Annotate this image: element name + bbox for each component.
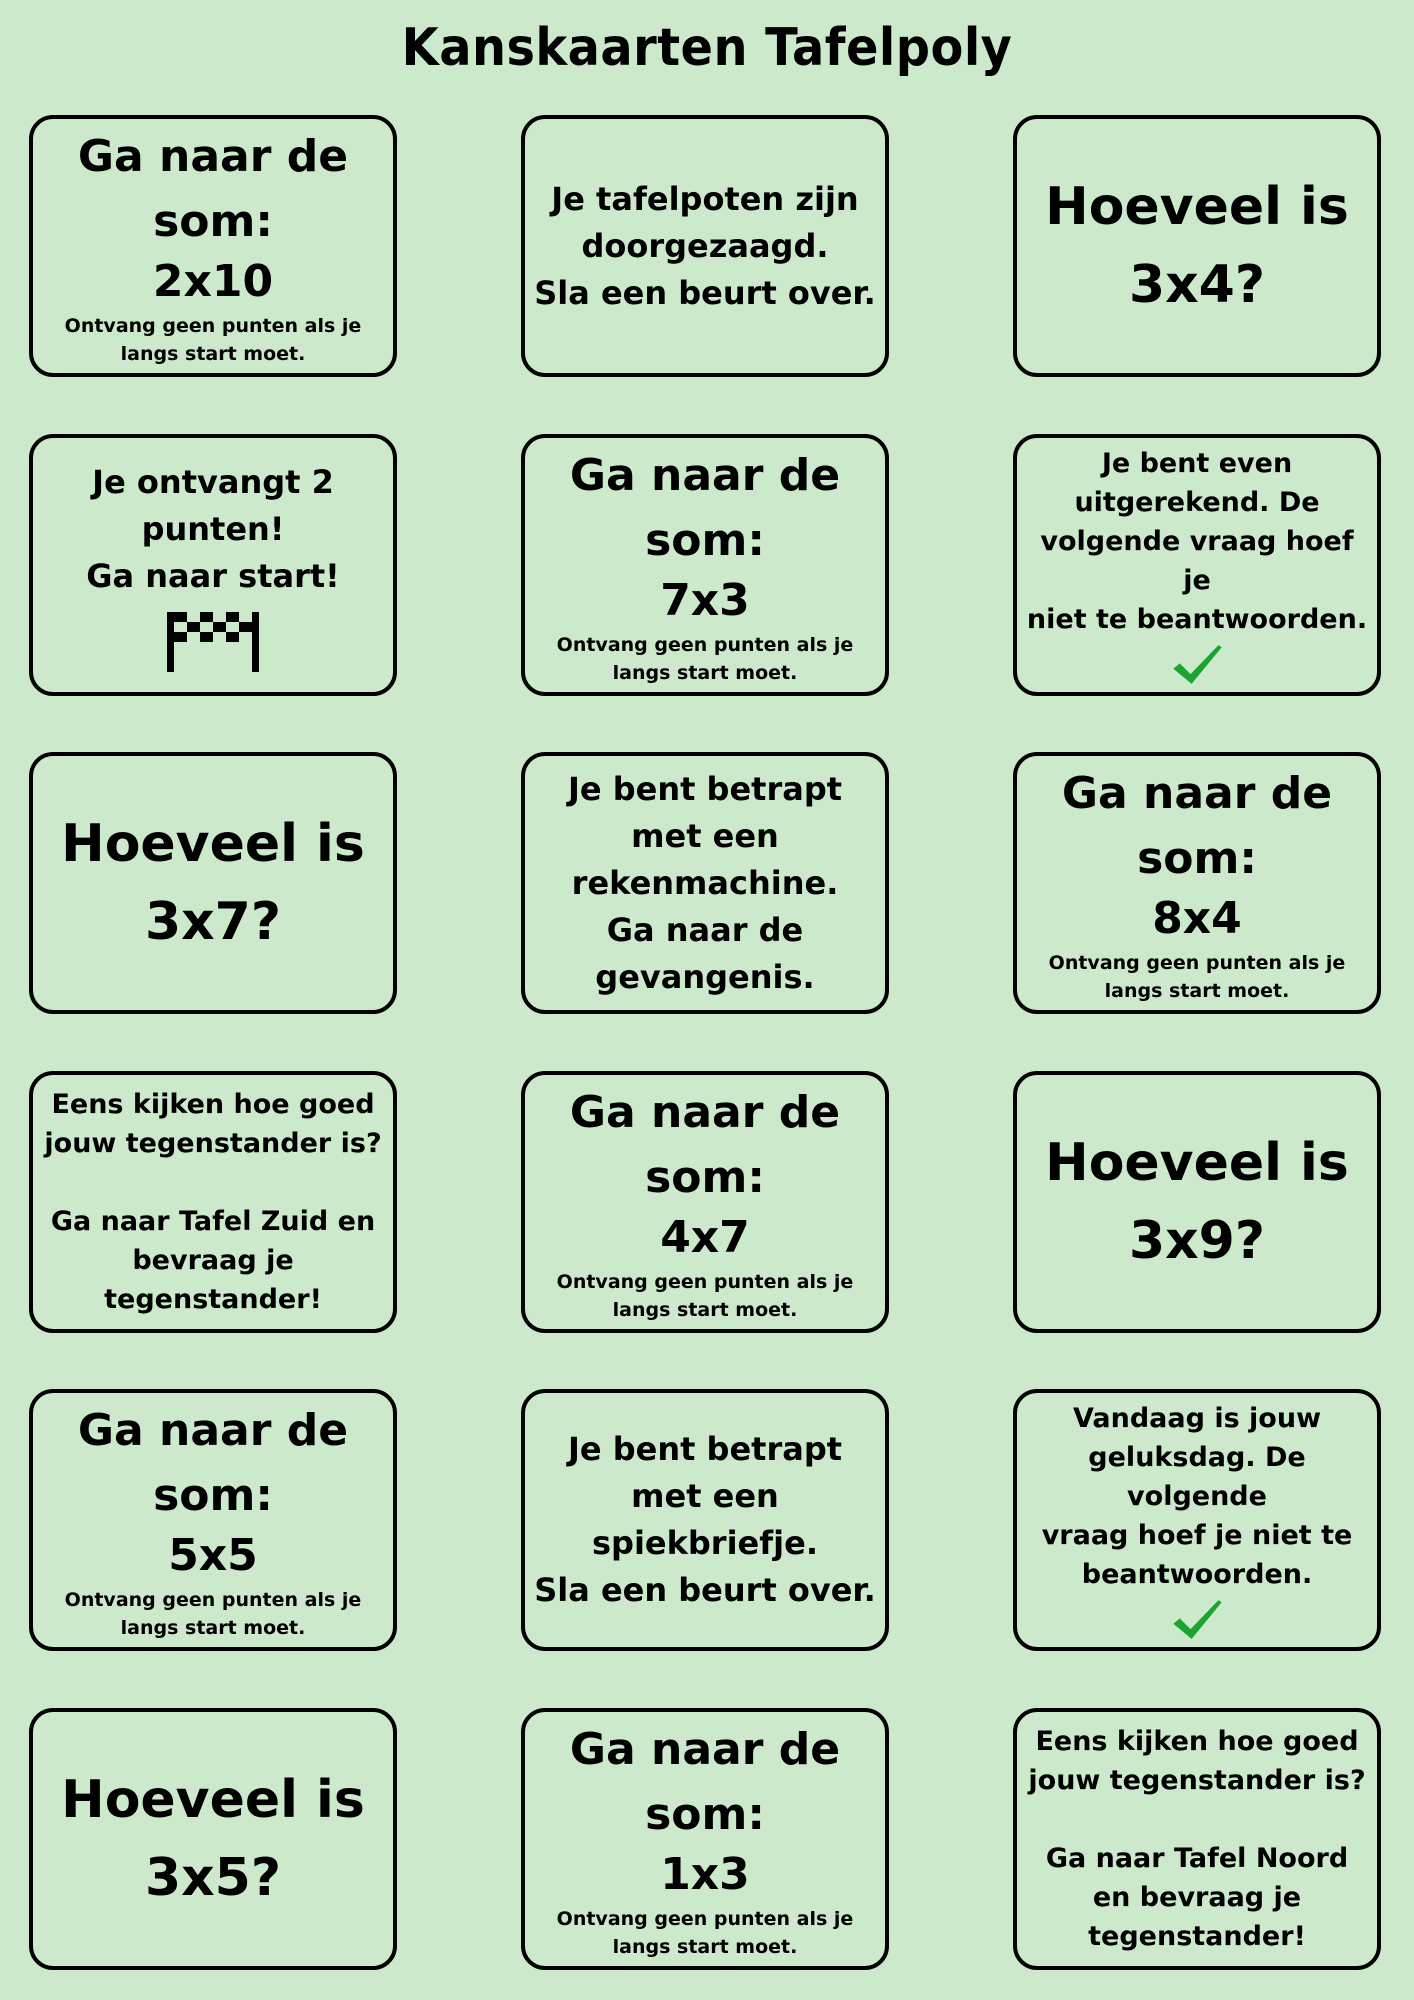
card-sum: 1x3 — [660, 1849, 750, 1900]
card-question-text: 3x7? — [144, 892, 282, 952]
card-text: Je tafelpoten zijn — [551, 179, 859, 218]
page-title: Kanskaarten Tafelpoly — [401, 18, 1013, 78]
card-heading: som: — [1137, 833, 1257, 884]
card-cheat-sheet — [521, 1389, 889, 1651]
checkered-flag-icon — [167, 610, 259, 672]
card-text: niet te beantwoorden. — [1026, 604, 1368, 635]
card-note: Ontvang geen punten als je — [556, 634, 854, 656]
card-text: met een — [631, 1477, 779, 1515]
card-note: Ontvang geen punten als je — [556, 1271, 854, 1293]
card-text: bevraag je — [132, 1245, 294, 1276]
card-goto-4x7 — [521, 1071, 889, 1333]
card-note: langs start moet. — [612, 662, 798, 684]
card-sawn-legs — [521, 115, 889, 377]
card-note: langs start moet. — [612, 1299, 798, 1321]
card-text: uitgerekend. De — [1074, 487, 1320, 518]
checkmark-icon — [1149, 1598, 1245, 1641]
card-goto-8x4 — [1013, 752, 1381, 1014]
card-text: gevangenis. — [595, 957, 815, 996]
card-text: Ga naar Tafel Noord — [1045, 1843, 1349, 1874]
card-heading: som: — [645, 1152, 765, 1203]
card-go-to-start — [29, 434, 397, 696]
card-text: doorgezaagd. — [581, 226, 829, 265]
card-text: spiekbriefje. — [591, 1524, 818, 1562]
card-note: Ontvang geen punten als je — [64, 315, 362, 337]
card-text: Je bent betrapt — [567, 1430, 843, 1468]
card-question-text: Hoeveel is — [1045, 177, 1349, 237]
card-text: Ga naar de — [606, 910, 804, 949]
card-text: Ga naar Tafel Zuid en — [50, 1206, 376, 1237]
card-question-text: Hoeveel is — [1045, 1133, 1349, 1193]
card-text: beantwoorden. — [1081, 1559, 1313, 1590]
card-opponent-south — [29, 1071, 397, 1333]
card-goto-7x3 — [521, 434, 889, 696]
card-text: tegenstander! — [104, 1284, 322, 1315]
card-lucky-day — [1013, 1389, 1381, 1651]
card-note: Ontvang geen punten als je — [1048, 952, 1346, 974]
card-goto-1x3 — [521, 1708, 889, 1970]
card-text: Eens kijken hoe goed — [51, 1089, 375, 1120]
card-heading: som: — [645, 515, 765, 566]
card-text: tegenstander! — [1088, 1921, 1306, 1952]
card-heading: som: — [153, 1470, 273, 1521]
card-note: langs start moet. — [612, 1936, 798, 1958]
card-text: jouw tegenstander is? — [1028, 1765, 1366, 1796]
card-text: vraag hoef je niet te — [1041, 1520, 1353, 1551]
card-note: langs start moet. — [120, 343, 306, 365]
card-sum: 7x3 — [660, 575, 750, 626]
card-note: langs start moet. — [120, 1617, 306, 1639]
card-calculator — [521, 752, 889, 1014]
card-question-3x9 — [1013, 1071, 1381, 1333]
card-heading: Ga naar de — [569, 450, 841, 501]
card-text: Je bent betrapt — [567, 769, 843, 808]
card-note: Ontvang geen punten als je — [556, 1908, 854, 1930]
card-heading: Ga naar de — [569, 1087, 841, 1138]
card-question-3x5 — [29, 1708, 397, 1970]
card-heading: Ga naar de — [77, 131, 349, 182]
card-finished-calc — [1013, 434, 1381, 696]
card-question-text: 3x4? — [1128, 255, 1266, 315]
card-text: Vandaag is jouw — [1072, 1403, 1322, 1434]
card-heading: som: — [645, 1789, 765, 1840]
card-text: Sla een beurt over. — [534, 273, 876, 312]
card-text: Je bent even — [1101, 448, 1293, 479]
card-sum: 2x10 — [152, 256, 274, 307]
card-heading: Ga naar de — [1061, 768, 1333, 819]
card-note: langs start moet. — [1104, 980, 1290, 1002]
card-text: Eens kijken hoe goed — [1035, 1726, 1359, 1757]
card-heading: som: — [153, 196, 273, 247]
card-sum: 8x4 — [1152, 893, 1242, 944]
card-question-text: 3x5? — [144, 1848, 282, 1908]
card-text: Ga naar start! — [86, 556, 340, 595]
card-text: jouw tegenstander is? — [44, 1128, 382, 1159]
card-opponent-north — [1013, 1708, 1381, 1970]
card-heading: Ga naar de — [569, 1724, 841, 1775]
card-question-text: Hoeveel is — [61, 814, 365, 874]
card-sum: 4x7 — [660, 1212, 750, 1263]
card-goto-5x5 — [29, 1389, 397, 1651]
card-question-3x7 — [29, 752, 397, 1014]
card-text: en bevraag je — [1092, 1882, 1302, 1913]
card-text: punten! — [141, 509, 285, 548]
card-text: rekenmachine. — [571, 863, 839, 902]
card-question-text: Hoeveel is — [61, 1770, 365, 1830]
card-sum: 5x5 — [168, 1530, 258, 1581]
card-goto-2x10 — [29, 115, 397, 377]
card-text: volgende vraag hoef je — [1040, 526, 1354, 596]
card-text: geluksdag. De volgende — [1088, 1442, 1306, 1512]
card-heading: Ga naar de — [77, 1405, 349, 1456]
checkmark-icon — [1149, 643, 1245, 686]
card-text: Je ontvangt 2 — [92, 462, 334, 501]
card-question-3x4 — [1013, 115, 1381, 377]
card-text: Sla een beurt over. — [534, 1571, 876, 1609]
card-note: Ontvang geen punten als je — [64, 1589, 362, 1611]
card-question-text: 3x9? — [1128, 1211, 1266, 1271]
card-text: met een — [631, 816, 779, 855]
